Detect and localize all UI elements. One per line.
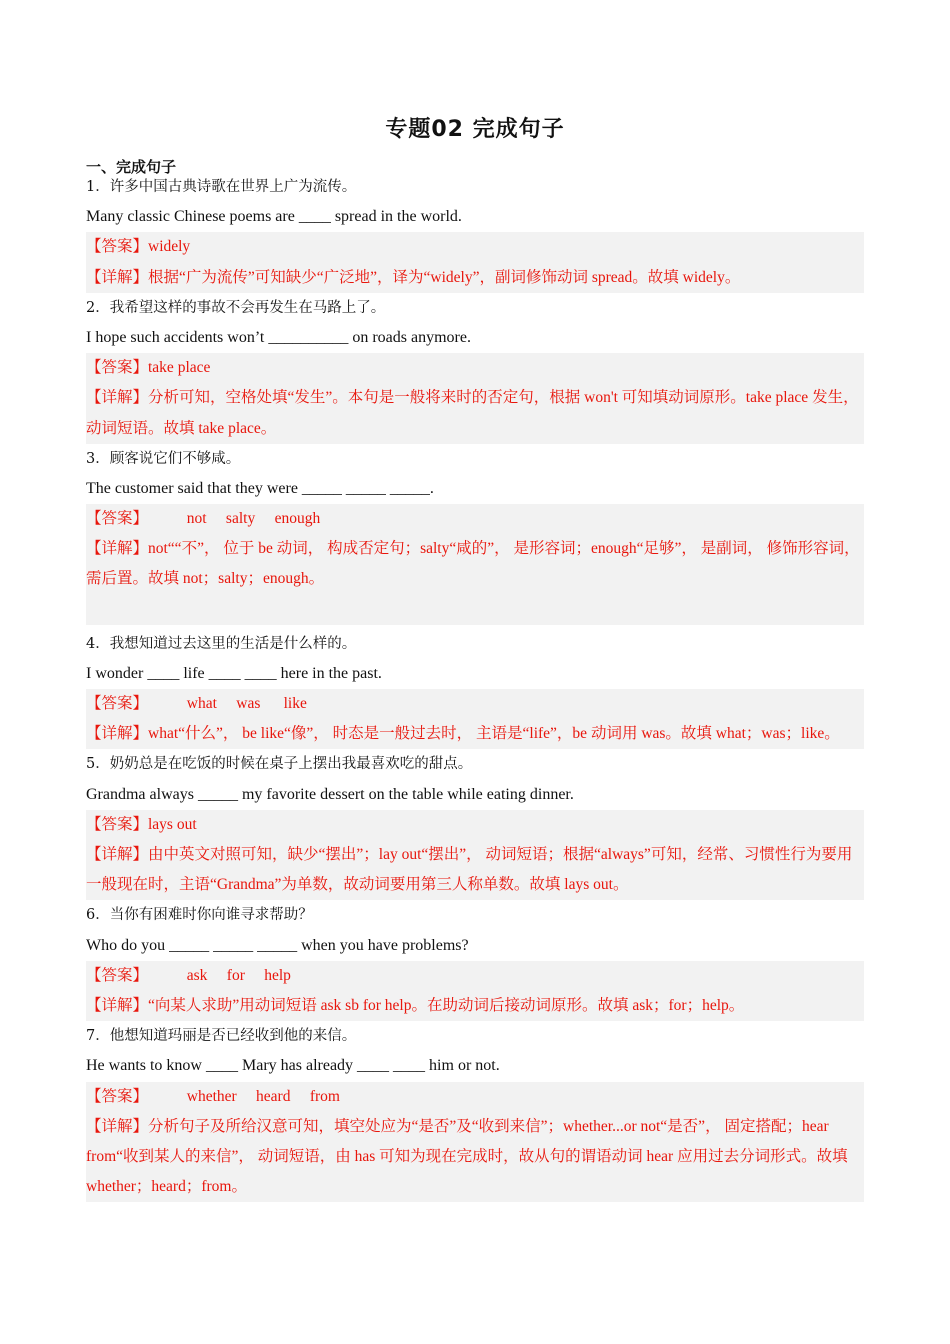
question-english: The customer said that they were _____ _____ _____. (86, 479, 434, 497)
question-chinese: 3．顾客说它们不够咸。 (86, 450, 241, 467)
detail-line: 【详解】分析句子及所给汉意可知，填空处应为“是否”及“收到来信”；whether...or not“是否”， 固定搭配；hear from“收到某人的来信”， 动词短语，由 has 可知为现在完成时，故从句的谓语动词 hear 应用过去分词形式。故填 whether；heard；from。 (86, 1117, 848, 1196)
answer-line: 【答案】widely (86, 238, 191, 256)
question-chinese: 4．我想知道过去这里的生活是什么样的。 (86, 635, 357, 652)
answer-box (86, 504, 864, 625)
detail-line: 【详解】not““不”， 位于 be 动词， 构成否定句；salty“咸的”， 是形容词；enough“足够”， 是副词， 修饰形容词，需后置。故填 not；salty；enough。 (86, 540, 860, 588)
question-chinese: 5．奶奶总是在吃饭的时候在桌子上摆出我最喜欢吃的甜点。 (86, 756, 473, 773)
question-list (86, 172, 864, 1202)
answer-line: 【答案】 not salty enough (86, 510, 321, 528)
answer-box (86, 353, 864, 444)
detail-line: 【详解】what“什么”， be like“像”， 时态是一般过去时， 主语是“life”，be 动词用 was。故填 what；was；like。 (86, 725, 840, 743)
question-chinese: 7．他想知道玛丽是否已经收到他的来信。 (86, 1028, 357, 1045)
answer-box (86, 689, 864, 749)
detail-line: 【详解】分析可知，空格处填“发生”。本句是一般将来时的否定句，根据 won't 可知填动词原形。take place 发生，动词短语。故填 take place。 (86, 389, 859, 437)
answer-line: 【答案】lays out (86, 815, 197, 833)
question-english: I hope such accidents won’t __________ on roads anymore. (86, 328, 471, 346)
answer-box-spacer (86, 595, 864, 625)
detail-line: 【详解】由中英文对照可知，缺少“摆出”；lay out“摆出”， 动词短语；根据“always”可知，经常、习惯性行为要用一般现在时，主语“Grandma”为单数，故动词要用第三人称单数。故填 lays out。 (86, 846, 853, 894)
question-chinese: 6．当你有困难时你向谁寻求帮助？ (86, 907, 313, 924)
question-english: He wants to know ____ Mary has already ____ ____ him or not. (86, 1057, 500, 1075)
question-english: Many classic Chinese poems are ____ spread in the world. (86, 208, 462, 226)
detail-line: 【详解】根据“广为流传”可知缺少“广泛地”，译为“widely”，副词修饰动词 spread。故填 widely。 (86, 268, 741, 286)
answer-box (86, 1082, 864, 1203)
page-title: 专题02 完成句子 (385, 117, 565, 142)
answer-line: 【答案】 whether heard from (86, 1087, 340, 1105)
answer-box (86, 810, 864, 901)
detail-line: 【详解】“向某人求助”用动词短语 ask sb for help。在助动词后接动词原形。故填 ask；for；help。 (86, 996, 745, 1014)
answer-box (86, 232, 864, 292)
question-english: Grandma always _____ my favorite dessert on the table while eating dinner. (86, 785, 574, 803)
question-english: Who do you _____ _____ _____ when you have problems? (86, 936, 469, 954)
answer-line: 【答案】take place (86, 359, 211, 377)
question-chinese: 1．许多中国古典诗歌在世界上广为流传。 (86, 179, 357, 195)
question-chinese: 2．我希望这样的事故不会再发生在马路上了。 (86, 299, 386, 316)
question-english: I wonder ____ life ____ ____ here in the past. (86, 664, 382, 682)
answer-line: 【答案】 ask for help (86, 966, 291, 984)
answer-line: 【答案】 what was like (86, 695, 307, 713)
answer-box (86, 961, 864, 1021)
section-heading: 一、完成句子 (86, 158, 177, 176)
